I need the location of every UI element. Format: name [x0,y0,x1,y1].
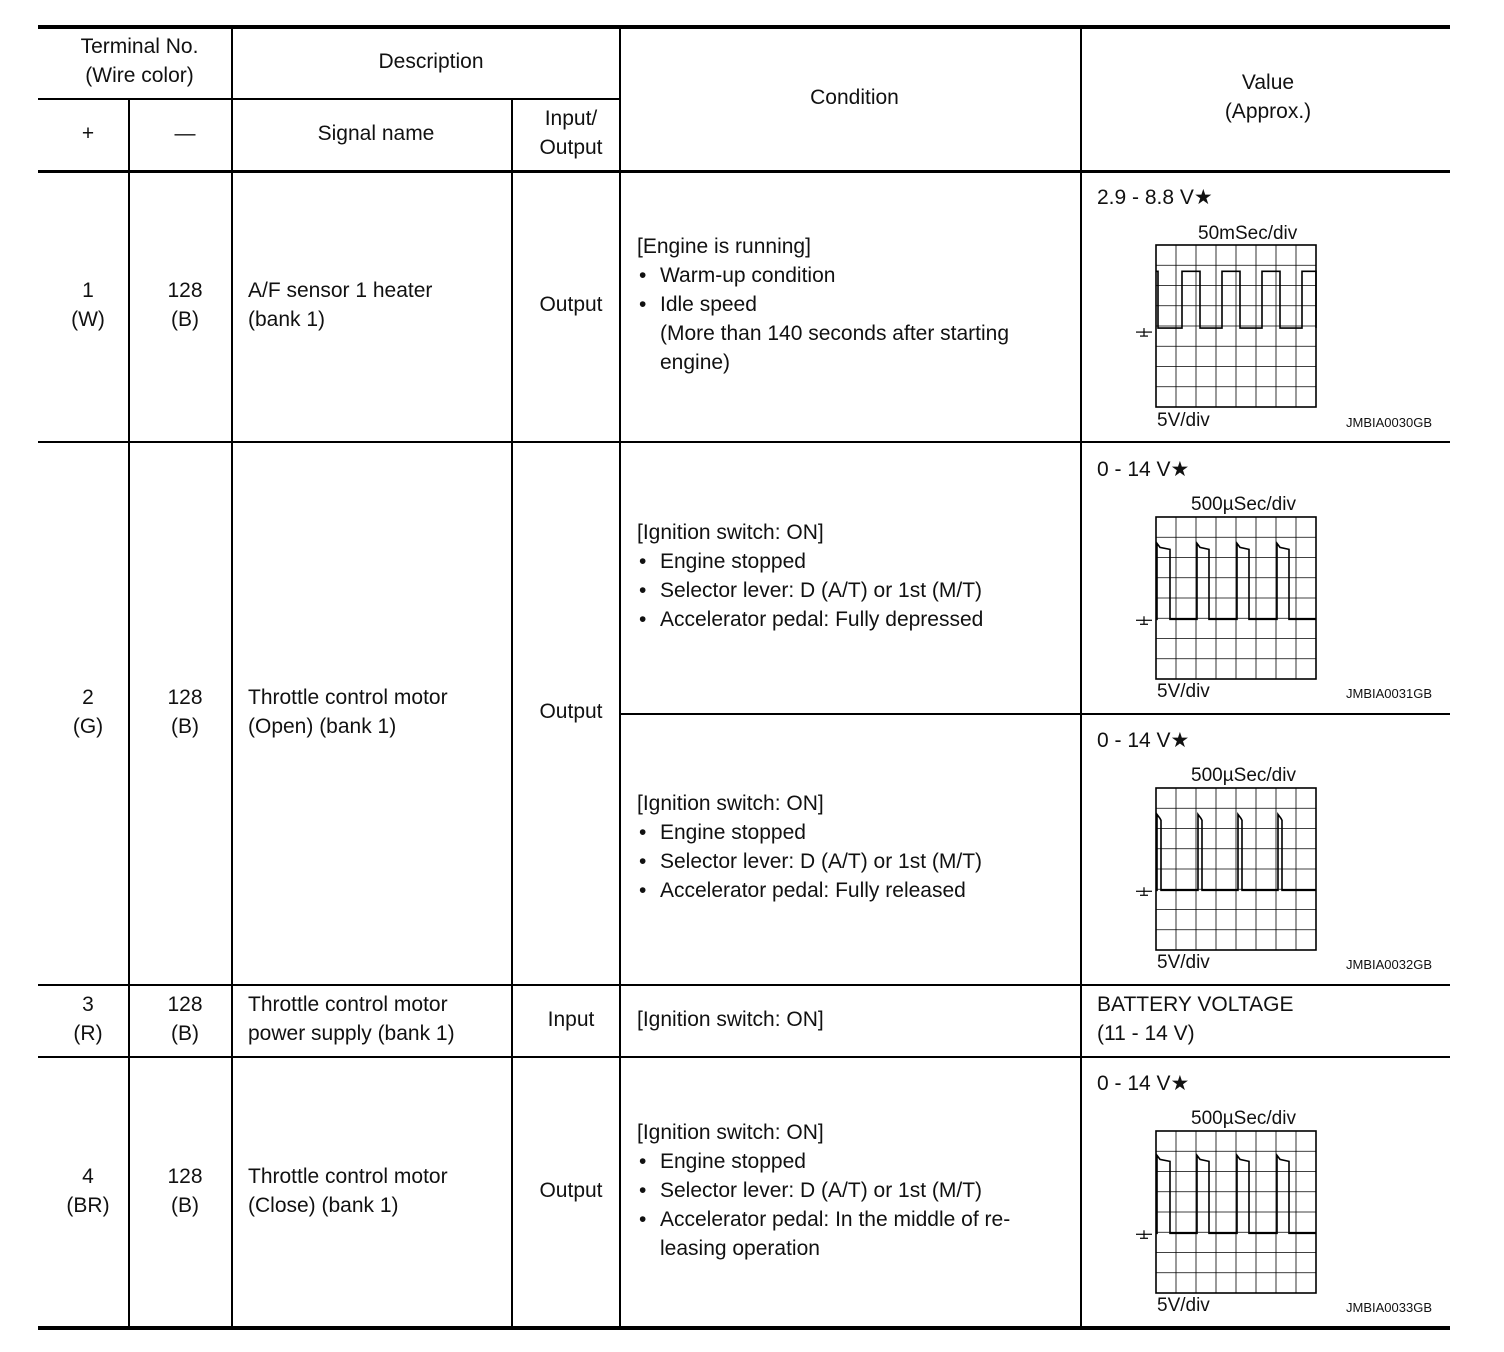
condition-continuation: engine) [660,351,731,374]
ground-icon [1136,328,1152,336]
terminal-number: 128 [167,279,203,302]
column-rule [231,27,233,1328]
figure-code: JMBIA0032GB [1346,957,1432,972]
value-text: 0 - 14 V [1097,1072,1171,1095]
oscilloscope-waveform [1134,1129,1318,1302]
terminal-minus [130,683,240,741]
wire-color: (B) [171,715,199,738]
condition-bullet: • Selector lever: D (A/T) or 1st (M/T) [637,576,983,605]
input-output: Input [547,1008,595,1031]
wire-color: (B) [171,1194,199,1217]
input-output: Output [539,293,603,316]
oscilloscope-waveform [1134,786,1318,959]
value-range [1097,990,1293,1048]
signal-name-line: A/F sensor 1 heater [248,279,433,302]
wire-color: (B) [171,1022,199,1045]
header-description: Description [378,50,484,73]
scope-svg [1134,243,1318,411]
column-rule [619,27,621,1328]
header-signal-name: Signal name [317,122,435,145]
row-divider [38,441,1450,443]
condition [637,1118,1010,1263]
header-plus: + [81,122,95,145]
star-icon: ★ [1170,458,1190,481]
terminal-number: 1 [82,279,94,302]
value-range [1097,183,1213,212]
header-terminal-line: Terminal No. [80,35,199,58]
terminal-number: 2 [82,686,94,709]
signal-name-line: Throttle control motor [248,1165,448,1188]
header-value [1082,68,1454,126]
oscilloscope-waveform [1134,515,1318,688]
volts-label: 5V/div [1157,681,1210,702]
header-value-line: (Approx.) [1224,100,1312,123]
wire-color: (BR) [66,1194,110,1217]
header-value-line: Value [1241,71,1295,94]
condition-bullet: • Engine stopped [637,547,983,576]
volts-label: 5V/div [1157,952,1210,973]
input-output: Output [539,700,603,723]
signal-name [248,276,432,334]
star-icon: ★ [1193,186,1213,209]
scope-svg [1134,515,1318,683]
value-text: 2.9 - 8.8 V [1097,186,1194,209]
value-range [1097,1069,1189,1098]
wire-color: (W) [71,308,105,331]
header-io-line: Input/ [544,107,598,130]
scope-svg [1134,1129,1318,1297]
volts-label: 5V/div [1157,1295,1210,1316]
figure-code: JMBIA0033GB [1346,1300,1432,1315]
row-divider [38,984,1450,986]
terminal-minus [130,276,240,334]
star-icon: ★ [1170,1072,1190,1095]
condition [637,789,982,905]
header-condition: Condition [810,86,899,109]
condition-title: [Engine is running] [637,235,811,258]
terminal-minus [130,990,240,1048]
terminal-number: 128 [167,686,203,709]
condition-bullet: • Accelerator pedal: In the middle of re- [637,1205,1010,1234]
terminal-plus [38,276,138,334]
wire-color: (R) [73,1022,103,1045]
terminal-minus [130,1162,240,1220]
value-text: (11 - 14 V) [1097,1022,1195,1045]
condition-bullet: • Accelerator pedal: Fully depressed [637,605,983,634]
table-top-rule [38,25,1450,29]
value-text: BATTERY VOLTAGE [1097,993,1294,1016]
signal-name-line: (Open) (bank 1) [248,715,397,738]
header-bottom-rule [38,170,1450,173]
header-terminal-line: (Wire color) [85,64,194,87]
signal-name [248,1162,448,1220]
header-io-line: Output [539,136,603,159]
value-range [1097,455,1189,484]
signal-name-line: power supply (bank 1) [248,1022,455,1045]
value-text: 0 - 14 V [1097,729,1171,752]
signal-name [248,683,448,741]
condition-title: [Ignition switch: ON] [637,792,824,815]
input-output: Output [539,1179,603,1202]
condition-bullet: • Warm-up condition [637,261,1009,290]
terminal-number: 128 [167,1165,203,1188]
volts-label: 5V/div [1157,410,1210,431]
row-divider [621,713,1450,715]
value-range [1097,726,1189,755]
wire-color: (G) [72,715,104,738]
value-text: 0 - 14 V [1097,458,1171,481]
condition [637,232,1009,377]
ground-icon [1136,1230,1152,1238]
header-mid-rule [38,98,621,100]
signal-name-line: Throttle control motor [248,686,448,709]
condition [637,518,983,634]
figure-code: JMBIA0031GB [1346,686,1432,701]
scope-svg [1134,786,1318,954]
row-divider [38,1056,1450,1058]
terminal-number: 3 [82,993,94,1016]
condition-bullet: • Selector lever: D (A/T) or 1st (M/T) [637,847,982,876]
timebase-label: 500µSec/div [1191,765,1296,786]
timebase-label: 50mSec/div [1198,223,1298,244]
condition-title: [Ignition switch: ON] [637,1121,824,1144]
terminal-plus [38,990,138,1048]
header-minus: — [174,122,196,145]
condition-continuation: leasing operation [660,1237,820,1260]
signal-name [248,990,455,1048]
terminal-plus [38,1162,138,1220]
ground-icon [1136,616,1152,624]
header-input-output [513,104,629,162]
oscilloscope-waveform [1134,243,1318,416]
header-terminal [38,32,241,90]
star-icon: ★ [1170,729,1190,752]
ground-icon [1136,887,1152,895]
condition-bullet: • Engine stopped [637,818,982,847]
table-bottom-rule [38,1326,1450,1330]
condition-title: [Ignition switch: ON] [637,1008,824,1031]
column-rule [1080,27,1082,1328]
terminal-number: 4 [82,1165,94,1188]
condition-bullet: • Engine stopped [637,1147,1010,1176]
condition-bullet: • Idle speed [637,290,1009,319]
condition-continuation: (More than 140 seconds after starting [660,322,1010,345]
figure-code: JMBIA0030GB [1346,415,1432,430]
terminal-number: 128 [167,993,203,1016]
signal-name-line: (bank 1) [248,308,326,331]
timebase-label: 500µSec/div [1191,1108,1296,1129]
signal-name-line: (Close) (bank 1) [248,1194,399,1217]
condition-bullet: • Selector lever: D (A/T) or 1st (M/T) [637,1176,1010,1205]
timebase-label: 500µSec/div [1191,494,1296,515]
signal-name-line: Throttle control motor [248,993,448,1016]
condition-bullet: • Accelerator pedal: Fully released [637,876,982,905]
terminal-plus [38,683,138,741]
condition-title: [Ignition switch: ON] [637,521,824,544]
wire-color: (B) [171,308,199,331]
